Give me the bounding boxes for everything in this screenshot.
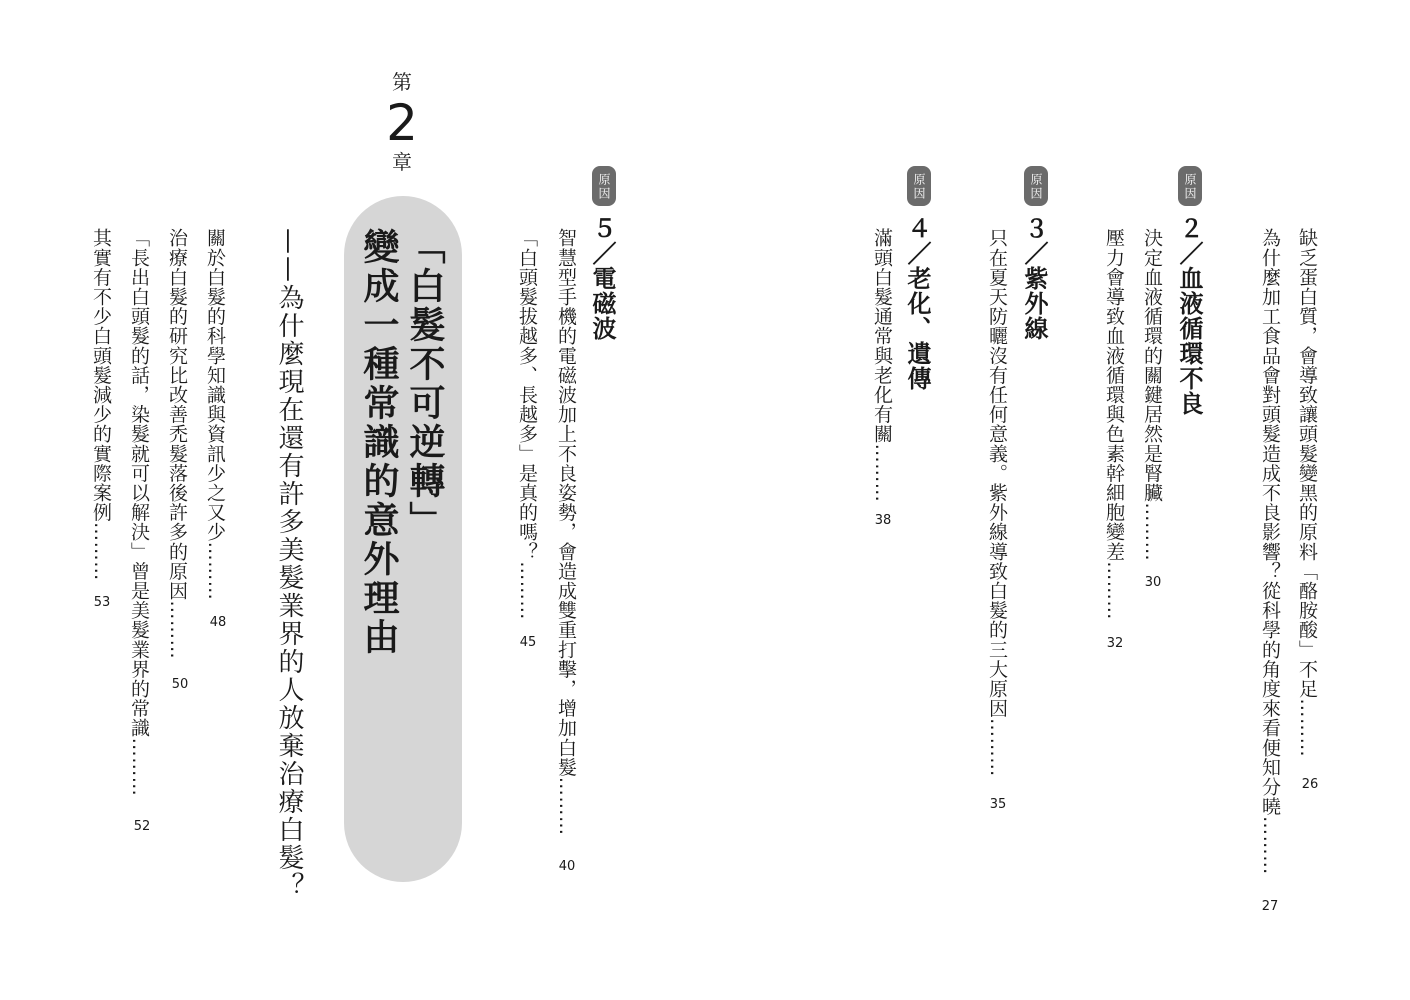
toc-entry-text[interactable]: 「長出白頭髮的話，染髮就可以解決」曾是美髮業界的常識……… xyxy=(128,228,150,797)
page-number: 27 xyxy=(1261,899,1279,914)
chapter-prefix: 第 xyxy=(392,70,412,94)
chapter-title-line2[interactable]: 變成一種常識的意外理由 xyxy=(358,228,399,657)
toc-entry-text[interactable]: 缺乏蛋白質，會導致讓頭髮變黑的原料「酪胺酸」不足……… xyxy=(1296,228,1318,758)
reason-heading[interactable]: ４／老化、遺傳 xyxy=(903,216,931,391)
toc-entry-text[interactable]: 只在夏天防曬沒有任何意義。紫外線導致白髮的三大原因……… xyxy=(986,228,1008,777)
page-number: 50 xyxy=(171,677,189,692)
page-number: 45 xyxy=(519,635,537,650)
page-number: 38 xyxy=(874,513,892,528)
toc-entry-text[interactable]: 關於白髮的科學知識與資訊少之又少……… xyxy=(204,228,226,601)
toc-entry-text[interactable]: 為什麼加工食品會對頭髮造成不良影響？從科學的角度來看便知分曉……… xyxy=(1259,228,1281,875)
page-number: 32 xyxy=(1106,636,1124,651)
page-number: 30 xyxy=(1144,575,1162,590)
chapter-suffix: 章 xyxy=(392,150,412,174)
reason-badge: 原因 xyxy=(907,166,931,206)
toc-entry-text[interactable]: 「白頭髮拔越多、長越多」是真的嗎？……… xyxy=(516,228,538,620)
reason-badge: 原因 xyxy=(1178,166,1202,206)
page-number: 48 xyxy=(209,615,227,630)
reason-heading[interactable]: ３／紫外線 xyxy=(1020,216,1048,341)
chapter-subtitle[interactable]: ——為什麼現在還有許多美髮業界的人放棄治療白髮？ xyxy=(274,228,304,900)
toc-entry-text[interactable]: 壓力會導致血液循環與色素幹細胞變差……… xyxy=(1103,228,1125,620)
reason-heading[interactable]: ２／血液循環不良 xyxy=(1175,216,1203,416)
page-number: 52 xyxy=(133,819,151,834)
toc-entry-text[interactable]: 治療白髮的研究比改善禿髮落後許多的原因……… xyxy=(166,228,188,660)
toc-entry-text[interactable]: 滿頭白髮通常與老化有關……… xyxy=(871,228,893,503)
page-number: 40 xyxy=(558,859,576,874)
reason-heading[interactable]: ５／電磁波 xyxy=(588,216,616,341)
toc-entry-text[interactable]: 決定血液循環的關鍵居然是腎臟……… xyxy=(1141,228,1163,562)
toc-entry-text[interactable]: 其實有不少白頭髮減少的實際案例……… xyxy=(90,228,112,581)
toc-entry-text[interactable]: 智慧型手機的電磁波加上不良姿勢，會造成雙重打擊，增加白髮……… xyxy=(555,228,577,836)
page-number: 35 xyxy=(989,797,1007,812)
page-number: 26 xyxy=(1301,777,1319,792)
reason-badge: 原因 xyxy=(592,166,616,206)
page-number: 53 xyxy=(93,595,111,610)
chapter-number: 2 xyxy=(386,94,418,152)
reason-badge: 原因 xyxy=(1024,166,1048,206)
chapter-label xyxy=(386,72,418,172)
chapter-title-line1[interactable]: 「白髮不可逆轉」 xyxy=(404,228,445,540)
